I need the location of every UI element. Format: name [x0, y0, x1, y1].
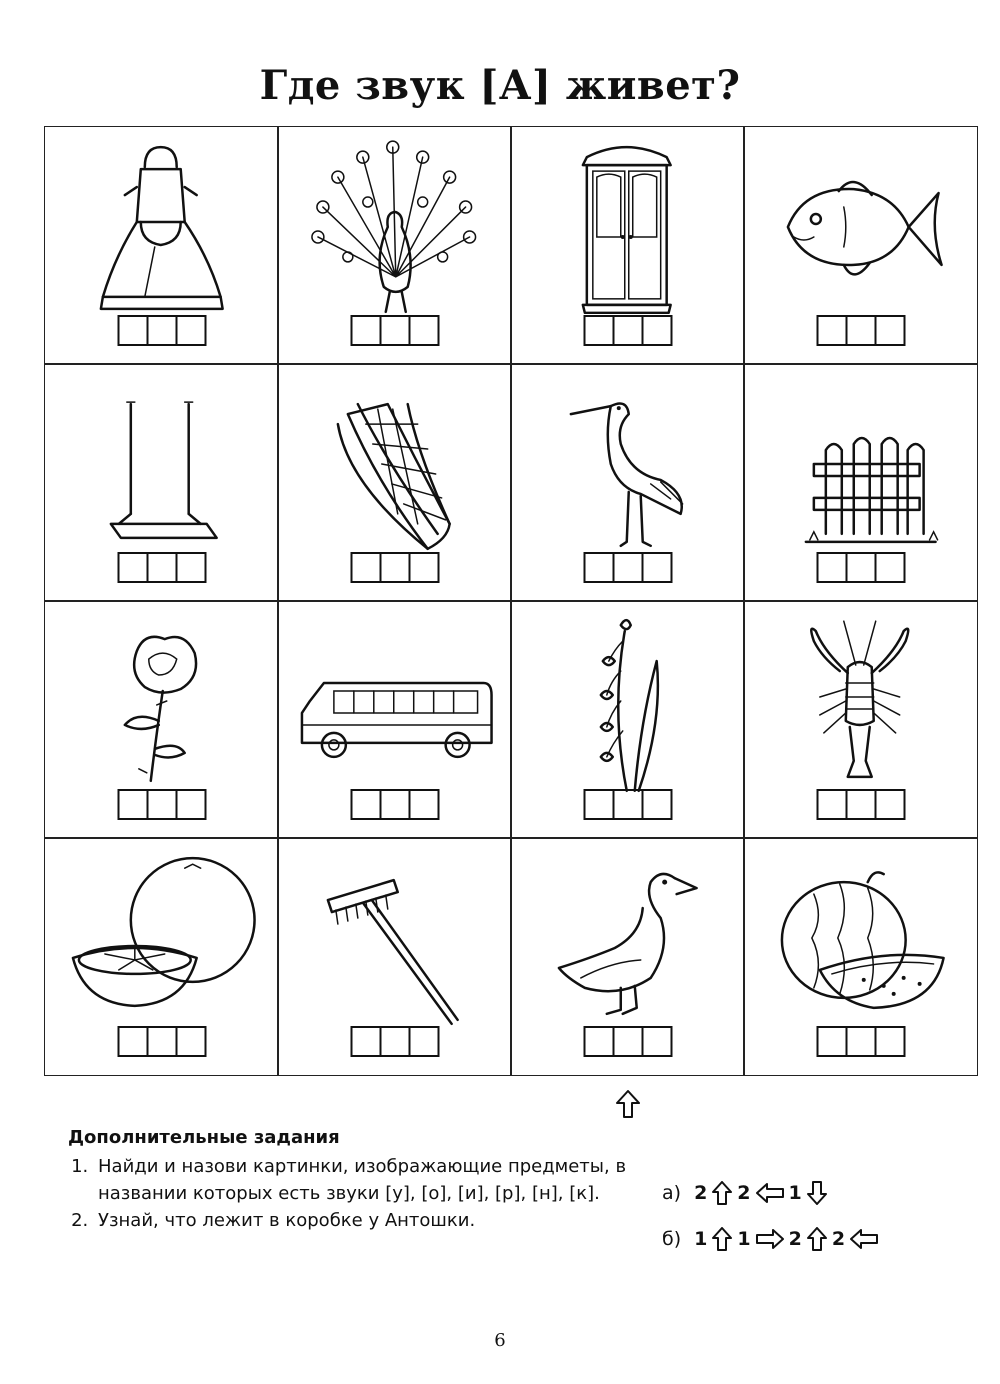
- sound-box[interactable]: [583, 789, 614, 820]
- code-label: б): [662, 1228, 682, 1250]
- sound-box[interactable]: [874, 315, 905, 346]
- sound-box[interactable]: [175, 1026, 206, 1057]
- sound-box[interactable]: [350, 1026, 381, 1057]
- bus-icon: [278, 601, 511, 796]
- additional-tasks: [68, 1124, 628, 1234]
- code-label: а): [662, 1182, 682, 1204]
- sound-box[interactable]: [379, 789, 410, 820]
- step-number: 2: [788, 1228, 802, 1250]
- grid-cell[interactable]: [510, 363, 745, 602]
- sound-box[interactable]: [874, 1026, 905, 1057]
- sound-box[interactable]: [175, 315, 206, 346]
- peacock-icon: [278, 127, 511, 322]
- page-number: 6: [494, 1330, 506, 1351]
- sound-box[interactable]: [612, 315, 643, 346]
- arrow-up-icon: [807, 1227, 827, 1251]
- arrow-right-icon: [756, 1229, 784, 1249]
- code-row-b: [662, 1222, 878, 1256]
- grid-cell[interactable]: [510, 600, 745, 839]
- sound-boxes: [350, 315, 439, 346]
- sound-box[interactable]: [641, 552, 672, 583]
- sound-box[interactable]: [408, 789, 439, 820]
- sound-box[interactable]: [641, 315, 672, 346]
- sound-boxes: [583, 552, 672, 583]
- sound-boxes: [350, 552, 439, 583]
- step-number: 2: [831, 1228, 846, 1250]
- step-number: 1: [694, 1228, 708, 1250]
- grid-cell[interactable]: [510, 837, 745, 1076]
- sound-boxes: [117, 789, 206, 820]
- sound-box[interactable]: [612, 552, 643, 583]
- apron-icon: [45, 127, 278, 322]
- grid-cell[interactable]: [743, 126, 978, 365]
- grid-cell[interactable]: [44, 126, 279, 365]
- code-row-a: [662, 1176, 878, 1210]
- arrow-down-icon: [807, 1181, 827, 1205]
- arrow-code-block: [662, 1176, 878, 1268]
- sound-box[interactable]: [612, 789, 643, 820]
- grid-cell[interactable]: [743, 363, 978, 602]
- sound-boxes: [816, 789, 905, 820]
- sound-box[interactable]: [816, 315, 847, 346]
- step-number: 2: [737, 1182, 751, 1204]
- page-title: Где звук [А] живет?: [259, 62, 741, 109]
- grid-cell[interactable]: [277, 126, 512, 365]
- task-item: 1. Найди и назови картинки, изображающие предметы, в названии которых есть звуки [у], [о], [и], [р], [н], [к].: [94, 1153, 628, 1207]
- sound-box[interactable]: [146, 552, 177, 583]
- sound-boxes: [816, 315, 905, 346]
- sound-boxes: [583, 315, 672, 346]
- arrow-up-icon: [615, 1089, 641, 1119]
- step-number: 2: [694, 1182, 708, 1204]
- sound-box[interactable]: [175, 552, 206, 583]
- corn-icon: [278, 364, 511, 559]
- sound-box[interactable]: [816, 789, 847, 820]
- duck-icon: [511, 838, 744, 1033]
- crayfish-icon: [744, 601, 977, 796]
- sound-box[interactable]: [408, 552, 439, 583]
- sound-box[interactable]: [816, 1026, 847, 1057]
- sound-box[interactable]: [583, 552, 614, 583]
- lily-of-the-valley-icon: [511, 601, 744, 796]
- sound-box[interactable]: [408, 315, 439, 346]
- grid-cell[interactable]: [743, 837, 978, 1076]
- sound-box[interactable]: [408, 1026, 439, 1057]
- swing-icon: [45, 364, 278, 559]
- sound-box[interactable]: [146, 789, 177, 820]
- sound-boxes: [816, 1026, 905, 1057]
- sound-box[interactable]: [583, 315, 614, 346]
- arrow-up-icon: [712, 1181, 732, 1205]
- sound-box[interactable]: [146, 315, 177, 346]
- wardrobe-icon: [511, 127, 744, 322]
- sound-box[interactable]: [612, 1026, 643, 1057]
- fence-icon: [744, 364, 977, 559]
- grid-cell[interactable]: [44, 837, 279, 1076]
- sound-box[interactable]: [117, 1026, 148, 1057]
- grid-cell[interactable]: [44, 600, 279, 839]
- sound-box[interactable]: [379, 315, 410, 346]
- sound-boxes: [117, 315, 206, 346]
- sound-box[interactable]: [845, 552, 876, 583]
- sound-boxes: [350, 789, 439, 820]
- sound-boxes: [350, 1026, 439, 1057]
- rose-icon: [45, 601, 278, 796]
- sound-box[interactable]: [874, 552, 905, 583]
- grid-cell[interactable]: [277, 363, 512, 602]
- picture-grid: [44, 126, 978, 1076]
- sound-boxes: [583, 1026, 672, 1057]
- step-number: 1: [737, 1228, 751, 1250]
- sound-box[interactable]: [845, 1026, 876, 1057]
- stork-icon: [511, 364, 744, 559]
- sound-box[interactable]: [583, 1026, 614, 1057]
- sound-box[interactable]: [117, 315, 148, 346]
- arrow-left-icon: [756, 1183, 784, 1203]
- grid-cell[interactable]: [510, 126, 745, 365]
- sound-box[interactable]: [117, 552, 148, 583]
- grid-cell[interactable]: [743, 600, 978, 839]
- step-number: 1: [788, 1182, 802, 1204]
- sound-boxes: [583, 789, 672, 820]
- sound-box[interactable]: [117, 789, 148, 820]
- tasks-list: [68, 1153, 628, 1234]
- task-item: 2. Узнай, что лежит в коробке у Антошки.: [94, 1207, 628, 1234]
- sound-box[interactable]: [874, 789, 905, 820]
- sound-box[interactable]: [816, 552, 847, 583]
- grid-cell[interactable]: [277, 837, 512, 1076]
- sound-box[interactable]: [379, 1026, 410, 1057]
- sound-box[interactable]: [350, 315, 381, 346]
- orange-icon: [45, 838, 278, 1033]
- grid-cell[interactable]: [44, 363, 279, 602]
- arrow-left-icon: [850, 1229, 878, 1249]
- watermelon-icon: [744, 838, 977, 1033]
- rake-icon: [278, 838, 511, 1033]
- sound-box[interactable]: [146, 1026, 177, 1057]
- arrow-up-icon: [712, 1227, 732, 1251]
- grid-cell[interactable]: [277, 600, 512, 839]
- sound-box[interactable]: [350, 552, 381, 583]
- fish-icon: [744, 127, 977, 322]
- sound-boxes: [117, 552, 206, 583]
- sound-box[interactable]: [845, 789, 876, 820]
- sound-box[interactable]: [641, 1026, 672, 1057]
- sound-box[interactable]: [350, 789, 381, 820]
- sound-box[interactable]: [845, 315, 876, 346]
- sound-boxes: [816, 552, 905, 583]
- sound-box[interactable]: [379, 552, 410, 583]
- sound-box[interactable]: [641, 789, 672, 820]
- sound-box[interactable]: [175, 789, 206, 820]
- sound-boxes: [117, 1026, 206, 1057]
- tasks-heading: Дополнительные задания: [68, 1127, 340, 1148]
